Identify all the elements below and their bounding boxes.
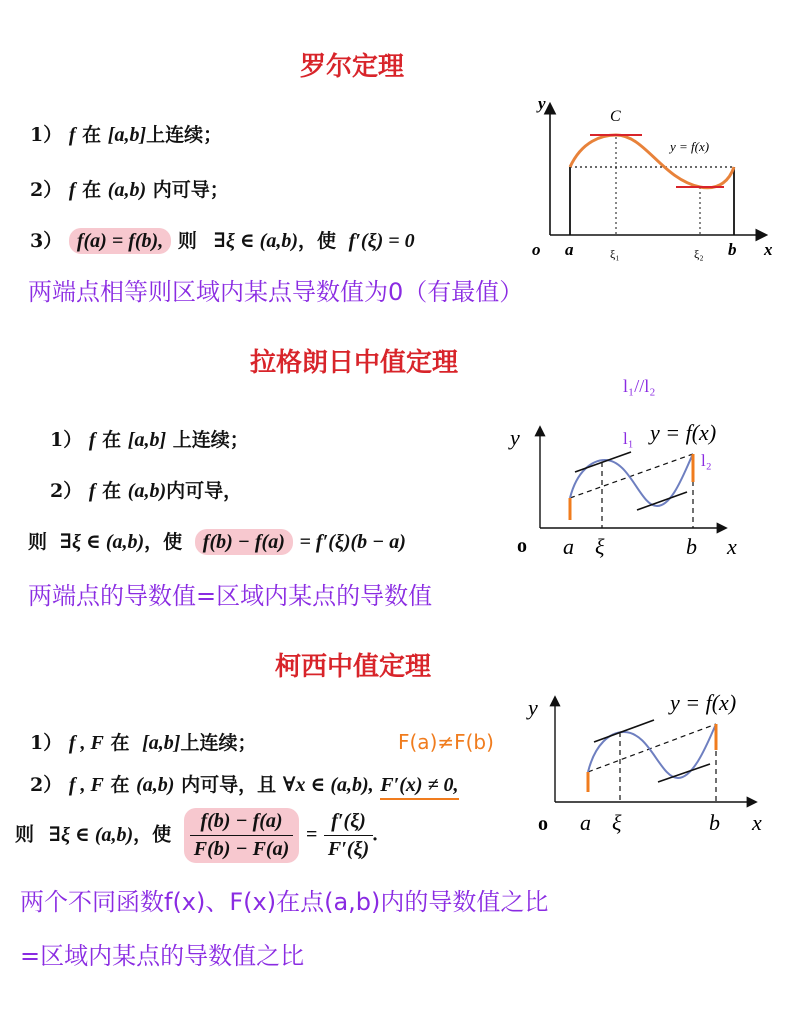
lagrange-c3-ze: 则 bbox=[28, 531, 48, 553]
lagrange-title: 拉格朗日中值定理 bbox=[250, 348, 459, 378]
rolle-label-o: o bbox=[532, 240, 541, 259]
lagrange-label-y: y bbox=[510, 425, 520, 450]
cauchy-label-a: a bbox=[580, 810, 591, 835]
lagrange-c3-result: = f′(ξ)(b − a) bbox=[299, 531, 406, 553]
rolle-curve bbox=[570, 135, 734, 188]
lagrange-c2-zai: 在 bbox=[102, 480, 122, 502]
cauchy-lhs-denominator: F(b) − F(a) bbox=[193, 838, 290, 860]
cauchy-c2-num: 2） bbox=[30, 774, 63, 796]
rolle-c3-highlight: f(a) = f(b), bbox=[69, 228, 171, 254]
lagrange-c1-zai: 在 bbox=[102, 429, 122, 451]
cauchy-c2-mid: 内可导，且 bbox=[181, 774, 277, 796]
lagrange-label-l2: l₂ bbox=[701, 451, 712, 470]
cauchy-graph bbox=[520, 680, 790, 850]
cauchy-c2-forall: ∀x ∈ (a,b), bbox=[282, 774, 374, 796]
lagrange-label-l1: l₁ bbox=[623, 429, 634, 448]
cauchy-side-note: F(a)≠F(b) bbox=[398, 730, 494, 754]
lagrange-graph bbox=[505, 370, 785, 570]
lagrange-tangent-l2 bbox=[637, 492, 687, 510]
cauchy-tangent-1 bbox=[594, 720, 654, 742]
rolle-graph bbox=[520, 95, 790, 265]
lagrange-c1-interval: [a,b] bbox=[127, 429, 167, 451]
lagrange-label-b: b bbox=[686, 534, 697, 559]
rolle-c1-interval: [a,b] bbox=[107, 124, 147, 146]
rolle-condition-2 bbox=[30, 175, 229, 202]
cauchy-condition-2 bbox=[30, 770, 459, 797]
rolle-c3-exists: ∃ξ ∈ (a,b) bbox=[213, 230, 298, 252]
lagrange-c2-num: 2） bbox=[50, 480, 83, 502]
rolle-condition-1 bbox=[30, 120, 222, 147]
cauchy-rhs-numerator: f′(ξ) bbox=[324, 810, 373, 836]
rolle-label-c: C bbox=[610, 108, 621, 125]
cauchy-c1-f: f , F bbox=[68, 732, 104, 754]
cauchy-c1-num: 1） bbox=[30, 732, 63, 754]
lagrange-c1-f: f bbox=[88, 429, 96, 451]
cauchy-c3-ze: 则 bbox=[15, 823, 35, 846]
cauchy-handwritten-note-1: 两个不同函数f(x)、F(x)在点(a,b)内的导数值之比 bbox=[20, 888, 549, 916]
cauchy-period: . bbox=[373, 823, 379, 846]
rolle-c2-tail: 内可导； bbox=[152, 179, 229, 201]
lagrange-c2-f: f bbox=[88, 480, 96, 502]
cauchy-secant bbox=[588, 724, 716, 772]
cauchy-c1-zai: 在 bbox=[110, 732, 130, 754]
cauchy-c2-zai: 在 bbox=[110, 774, 130, 796]
cauchy-label-xi: ξ bbox=[612, 810, 622, 835]
cauchy-c3-exists: ∃ξ ∈ (a,b) bbox=[48, 823, 134, 846]
rolle-condition-3 bbox=[30, 226, 415, 253]
cauchy-c2-condition: F′(x) ≠ 0, bbox=[380, 774, 458, 800]
cauchy-label-b: b bbox=[709, 810, 720, 835]
lagrange-label-x: x bbox=[727, 534, 737, 559]
rolle-c3-num: 3） bbox=[30, 230, 63, 252]
lagrange-label-parallel: l₁//l₂ bbox=[623, 376, 656, 396]
rolle-c1-f: f bbox=[68, 124, 76, 146]
rolle-c2-interval: (a,b) bbox=[107, 179, 147, 201]
lagrange-c2-tail: 内可导， bbox=[166, 480, 243, 502]
lagrange-label-func: y = f(x) bbox=[650, 420, 717, 445]
cauchy-lhs-numerator: f(b) − f(a) bbox=[190, 810, 293, 836]
cauchy-c3-shi: ，使 bbox=[133, 823, 172, 846]
rolle-label-xi1: ξ₁ bbox=[610, 247, 620, 261]
rolle-c3-result: f′(ξ) = 0 bbox=[348, 230, 415, 252]
rolle-label-func: y = f(x) bbox=[670, 139, 710, 154]
lagrange-label-a: a bbox=[563, 534, 574, 559]
rolle-label-y: y bbox=[538, 95, 546, 113]
cauchy-curve bbox=[588, 724, 716, 778]
cauchy-condition-3 bbox=[15, 808, 378, 863]
rolle-title: 罗尔定理 bbox=[300, 52, 405, 82]
cauchy-label-o: o bbox=[538, 813, 548, 835]
lagrange-c3-highlight: f(b) − f(a) bbox=[195, 529, 293, 555]
cauchy-condition-1 bbox=[30, 728, 256, 755]
cauchy-c1-tail: 上连续； bbox=[180, 732, 257, 754]
cauchy-c2-interval: (a,b) bbox=[136, 774, 175, 796]
rolle-c3-ze: 则 bbox=[177, 230, 197, 252]
lagrange-condition-1 bbox=[50, 425, 249, 452]
cauchy-equals: = bbox=[305, 823, 318, 846]
cauchy-rhs-fraction bbox=[324, 810, 373, 861]
cauchy-tangent-2 bbox=[658, 764, 710, 782]
lagrange-c1-tail: 上连续； bbox=[172, 429, 249, 451]
rolle-label-xi2: ξ₂ bbox=[694, 247, 704, 261]
cauchy-c2-f: f , F bbox=[68, 774, 104, 796]
lagrange-label-o: o bbox=[517, 535, 527, 557]
cauchy-label-func: y = f(x) bbox=[670, 690, 737, 715]
rolle-c2-zai: 在 bbox=[82, 179, 102, 201]
lagrange-curve bbox=[570, 454, 693, 506]
cauchy-label-y: y bbox=[528, 695, 538, 720]
cauchy-lhs-fraction bbox=[184, 808, 299, 863]
rolle-c2-f: f bbox=[68, 179, 76, 201]
lagrange-condition-2 bbox=[50, 476, 242, 503]
lagrange-label-xi: ξ bbox=[595, 534, 605, 559]
rolle-handwritten-note: 两端点相等则区域内某点导数值为0（有最值） bbox=[28, 278, 524, 306]
lagrange-c3-shi: ，使 bbox=[144, 531, 183, 553]
rolle-c1-tail: 上连续； bbox=[146, 124, 223, 146]
rolle-c2-num: 2） bbox=[30, 179, 63, 201]
lagrange-condition-3 bbox=[28, 527, 406, 554]
rolle-c3-shi: ，使 bbox=[298, 230, 337, 252]
lagrange-c2-interval: (a,b) bbox=[127, 480, 167, 502]
rolle-label-b: b bbox=[728, 240, 737, 259]
rolle-label-a: a bbox=[565, 240, 574, 259]
cauchy-rhs-denominator: F′(ξ) bbox=[327, 838, 370, 860]
cauchy-title: 柯西中值定理 bbox=[275, 652, 432, 682]
rolle-c1-zai: 在 bbox=[82, 124, 102, 146]
lagrange-c3-exists: ∃ξ ∈ (a,b) bbox=[59, 531, 145, 553]
cauchy-c1-interval: [a,b] bbox=[142, 732, 181, 754]
cauchy-handwritten-note-2: =区域内某点的导数值之比 bbox=[20, 942, 305, 970]
rolle-c1-num: 1） bbox=[30, 124, 63, 146]
lagrange-handwritten-note: 两端点的导数值=区域内某点的导数值 bbox=[28, 582, 433, 610]
cauchy-label-x: x bbox=[752, 810, 762, 835]
rolle-label-x: x bbox=[764, 240, 773, 259]
lagrange-c1-num: 1） bbox=[50, 429, 83, 451]
